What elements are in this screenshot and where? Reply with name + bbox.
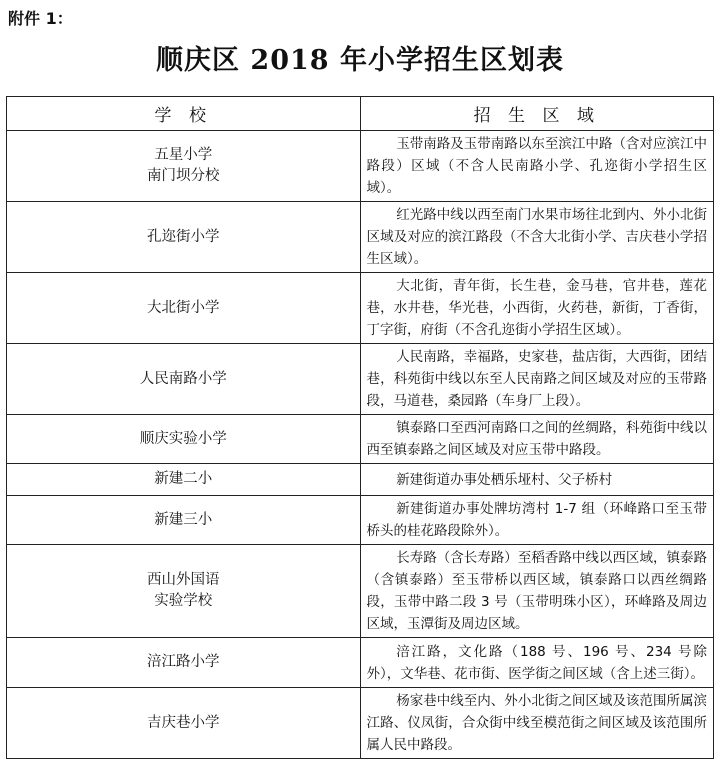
school-name: 西山外国语 实验学校 <box>7 545 361 638</box>
table-row <box>7 273 714 344</box>
table-row <box>7 688 714 759</box>
column-header-area: 招 生 区 域 <box>360 97 714 131</box>
enrollment-area: 杨家巷中线至内、外小北街之间区域及该范围所属滨江路、仪凤街，合众街中线至模范街之间区域及该范围所属人民中路段。 <box>360 688 714 759</box>
school-name: 新建二小 <box>7 464 361 496</box>
enrollment-area: 涪江路，文化路（188 号、196 号、234 号除外），文华巷、花市街、医学街之间区域（含上述三街）。 <box>360 638 714 688</box>
attachment-label: 附件 1： <box>8 9 73 28</box>
school-name: 吉庆巷小学 <box>7 688 361 759</box>
school-name: 人民南路小学 <box>7 344 361 415</box>
school-name: 新建三小 <box>7 496 361 545</box>
enrollment-area: 长寿路（含长寿路）至稻香路中线以西区域，镇泰路（含镇泰路）至玉带桥以西区域，镇泰路口以西丝绸路段，玉带中路二段 3 号（玉带明珠小区），环峰路及周边区域，玉潭街及周边区域。 <box>360 545 714 638</box>
table-row <box>7 638 714 688</box>
table-header-row <box>7 97 714 131</box>
enrollment-area: 玉带南路及玉带南路以东至滨江中路（含对应滨江中路段）区域（不含人民南路小学、孔迩街小学招生区域）。 <box>360 131 714 202</box>
table-row <box>7 415 714 464</box>
table-row <box>7 131 714 202</box>
school-name: 顺庆实验小学 <box>7 415 361 464</box>
school-name: 五星小学 南门坝分校 <box>7 131 361 202</box>
school-name: 孔迩街小学 <box>7 202 361 273</box>
enrollment-table <box>6 96 714 759</box>
table-row <box>7 545 714 638</box>
enrollment-area: 人民南路，幸福路，史家巷，盐店街，大西街，团结巷，科苑街中线以东至人民南路之间区域及对应的玉带路段，马道巷，桑园路（车身厂上段）。 <box>360 344 714 415</box>
school-name: 大北街小学 <box>7 273 361 344</box>
enrollment-area: 红光路中线以西至南门水果市场往北到内、外小北街区域及对应的滨江路段（不含大北街小学、吉庆巷小学招生区域）。 <box>360 202 714 273</box>
school-name: 涪江路小学 <box>7 638 361 688</box>
page-title: 顺庆区 2018 年小学招生区划表 <box>156 45 564 76</box>
enrollment-area: 新建街道办事处牌坊湾村 1-7 组（环峰路口至玉带桥头的桂花路段除外）。 <box>360 496 714 545</box>
column-header-school: 学 校 <box>7 97 361 131</box>
enrollment-area: 大北街，青年街，长生巷，金马巷，官井巷，莲花巷，水井巷，华光巷，小西街，火药巷，新街，丁香街，丁字街，府街（不含孔迩街小学招生区域）。 <box>360 273 714 344</box>
table-row <box>7 496 714 545</box>
enrollment-area: 新建街道办事处栖乐垭村、父子桥村 <box>360 464 714 496</box>
table-row <box>7 464 714 496</box>
table-row <box>7 344 714 415</box>
enrollment-area: 镇泰路口至西河南路口之间的丝绸路，科苑街中线以西至镇泰路之间区域及对应玉带中路段。 <box>360 415 714 464</box>
table-row <box>7 202 714 273</box>
